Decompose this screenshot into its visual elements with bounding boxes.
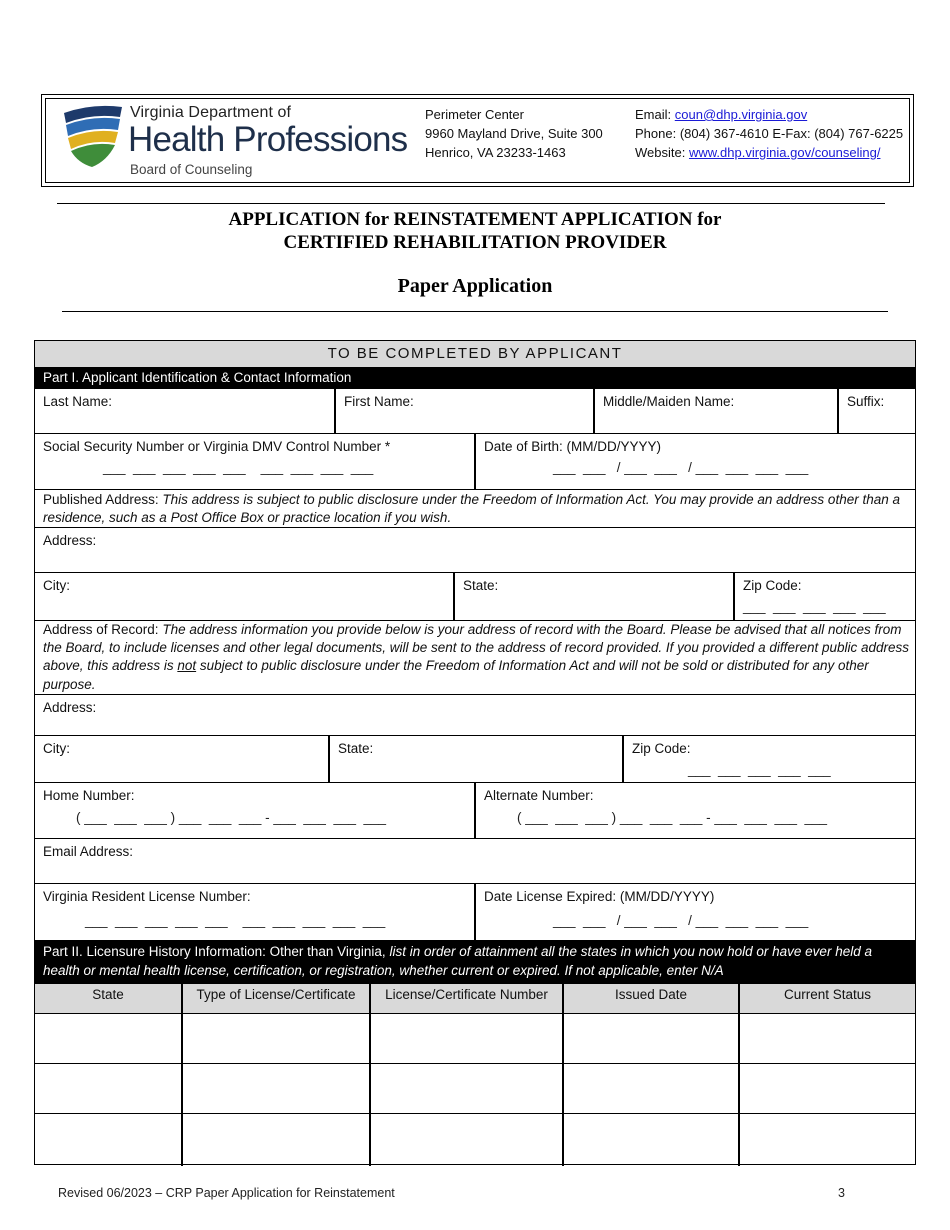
published-zip-field[interactable] <box>735 573 915 620</box>
zip-label: Zip Code: <box>632 741 691 756</box>
record-address-disclaimer-b: subject to public disclosure under the Freedom of Information Act and will not be sold or distributed for any other purpose. <box>43 658 869 692</box>
part2-header <box>35 940 915 984</box>
record-address-not: not <box>177 658 197 674</box>
date-expired-label: Date License Expired: (MM/DD/YYYY) <box>484 889 715 904</box>
agency-name-main: Health Professions <box>128 120 408 159</box>
va-license-field[interactable] <box>35 884 474 940</box>
part2-title: Part II. Licensure History Information: <box>43 944 266 959</box>
home-number-blanks: ( ___ ___ ___ ) ___ ___ ___ - ___ ___ ___ ___ <box>76 810 386 825</box>
email-link[interactable]: coun@dhp.virginia.gov <box>674 107 808 122</box>
address-line: 9960 Mayland Drive, Suite 300 <box>425 126 603 141</box>
form-header: TO BE COMPLETED BY APPLICANT <box>35 341 915 368</box>
email-address-field[interactable] <box>35 839 915 883</box>
ssn-blanks: ___ ___ ___ ___ ___ ___ ___ ___ ___ <box>103 460 374 475</box>
ssn-label: Social Security Number or Virginia DMV Control Number * <box>43 439 391 454</box>
title-line2: CERTIFIED REHABILITATION PROVIDER <box>283 232 667 253</box>
record-address-label: Address of Record: <box>43 622 159 637</box>
title-line1: APPLICATION for REINSTATEMENT APPLICATION for <box>228 209 722 230</box>
city-label: City: <box>43 741 70 756</box>
alternate-number-blanks: ( ___ ___ ___ ) ___ ___ ___ - ___ ___ ___ ___ <box>517 810 827 825</box>
state-label: State: <box>463 578 499 593</box>
last-name-field[interactable] <box>35 389 335 433</box>
state-label: State: <box>338 741 374 756</box>
table-row[interactable] <box>35 1014 915 1063</box>
application-form <box>34 340 916 1165</box>
col-header-license-number: License/Certificate Number <box>385 987 548 1002</box>
record-city-field[interactable] <box>35 736 328 782</box>
record-address-text <box>43 621 909 694</box>
home-number-label: Home Number: <box>43 788 135 803</box>
date-expired-field[interactable] <box>476 884 915 940</box>
letterhead <box>41 94 914 187</box>
published-address-field[interactable] <box>35 528 915 572</box>
suffix-label: Suffix: <box>847 394 885 409</box>
website-line <box>635 143 903 162</box>
col-header-current-status: Current Status <box>783 987 872 1002</box>
board-name: Board of Counseling <box>130 162 253 177</box>
published-city-field[interactable] <box>35 573 453 620</box>
published-state-field[interactable] <box>455 573 733 620</box>
published-address-note <box>35 490 915 527</box>
home-number-field[interactable] <box>35 783 474 838</box>
published-address-disclaimer: This address is subject to public disclosure under the Freedom of Information Act. You may provide an address other than a residence, such as a Post Office Box or practice location if you wish. <box>43 492 900 525</box>
record-zip-field[interactable] <box>624 736 915 782</box>
mailing-address <box>425 105 603 162</box>
phone-line: Phone: (804) 367-4610 E-Fax: (804) 767-6225 <box>635 126 904 141</box>
last-name-label: Last Name: <box>43 394 113 409</box>
zip-blanks: ___ ___ ___ ___ ___ <box>743 599 886 614</box>
dob-blanks: ___ ___ / ___ ___ / ___ ___ ___ ___ <box>553 460 809 475</box>
email-line <box>635 105 903 124</box>
suffix-field[interactable] <box>839 389 915 433</box>
divider <box>837 389 839 433</box>
divider <box>593 389 595 433</box>
contact-info <box>635 105 903 162</box>
agency-logo-icon <box>62 103 124 169</box>
table-row[interactable] <box>35 1064 915 1113</box>
address-label: Address: <box>43 700 97 715</box>
record-address-field[interactable] <box>35 695 915 735</box>
address-label: Address: <box>43 533 97 548</box>
email-address-label: Email Address: <box>43 844 134 859</box>
website-label: Website: <box>635 145 686 160</box>
record-address-disclaimer-a: The address information you provide below is your address of record with the Board. Please be advised that all notices from the Board, to include licenses and other legal documents, will be sent to the address of record provided. If you provided a different public address above, this address is <box>43 622 910 674</box>
title-subtitle: Paper Application <box>397 275 553 297</box>
title-top-rule <box>57 203 885 204</box>
email-label: Email: <box>635 107 672 122</box>
divider <box>334 389 336 433</box>
col-header-issued-date: Issued Date <box>614 987 688 1002</box>
middle-name-label: Middle/Maiden Name: <box>603 394 735 409</box>
col-header-state: State <box>92 987 124 1002</box>
part1-header: Part I. Applicant Identification & Contact Information <box>35 367 915 389</box>
website-link[interactable]: www.dhp.virginia.gov/counseling/ <box>688 145 881 160</box>
title-bottom-rule <box>62 311 888 312</box>
col-header-license-type: Type of License/Certificate <box>196 987 356 1002</box>
zip-blanks: ___ ___ ___ ___ ___ <box>688 762 831 777</box>
va-license-label: Virginia Resident License Number: <box>43 889 251 904</box>
zip-label: Zip Code: <box>743 578 802 593</box>
address-line: Perimeter Center <box>425 107 524 122</box>
first-name-label: First Name: <box>344 394 414 409</box>
record-address-note <box>35 621 915 694</box>
part2-instructions: list in order of attainment all the states in which you now hold or have ever held a health or mental health license, certification, or registration, whether current or expired. If not applicable, enter N/A <box>43 944 872 978</box>
page-number: 3 <box>838 1186 845 1200</box>
part2-plain: Other than Virginia, <box>269 944 386 959</box>
published-address-label: Published Address: <box>43 492 159 507</box>
dob-label: Date of Birth: (MM/DD/YYYY) <box>484 439 662 454</box>
record-state-field[interactable] <box>330 736 622 782</box>
alternate-number-field[interactable] <box>476 783 915 838</box>
city-label: City: <box>43 578 70 593</box>
dob-field[interactable] <box>476 434 915 489</box>
address-line: Henrico, VA 23233-1463 <box>425 145 566 160</box>
middle-name-field[interactable] <box>595 389 838 433</box>
date-expired-blanks: ___ ___ / ___ ___ / ___ ___ ___ ___ <box>553 913 809 928</box>
published-address-text <box>43 491 909 527</box>
first-name-field[interactable] <box>336 389 594 433</box>
footer-revision: Revised 06/2023 – CRP Paper Application for Reinstatement <box>58 1186 395 1200</box>
va-license-blanks: ___ ___ ___ ___ ___ ___ ___ ___ ___ ___ <box>85 913 386 928</box>
agency-name-line1: Virginia Department of <box>130 104 292 121</box>
ssn-field[interactable] <box>35 434 474 489</box>
table-row[interactable] <box>35 1114 915 1164</box>
alternate-number-label: Alternate Number: <box>484 788 594 803</box>
